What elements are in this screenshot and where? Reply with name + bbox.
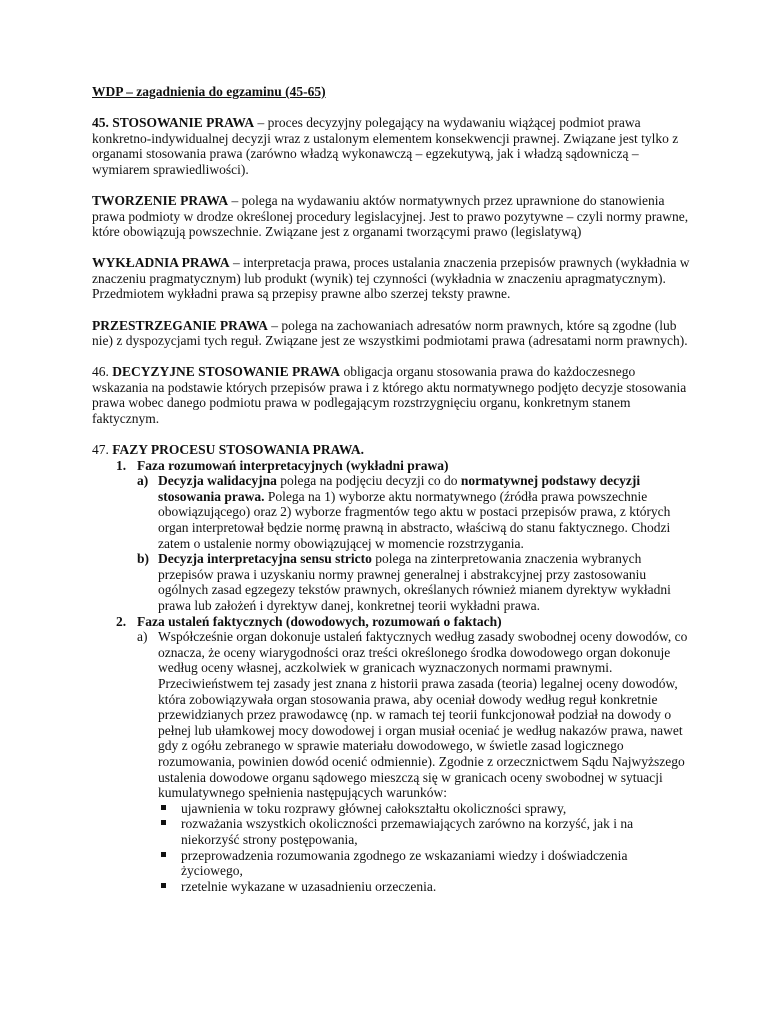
phase-2-a-text: Współcześnie organ dokonuje ustaleń faktycznych według zasady swobodnej oceny dowodów, co oznacza, że oceny wiarygodności oraz treści określonego środka dowodowego organ dokonuje według oceny własnej, aczkolwiek w granicach wyznaczonych normami prawnymi. Przeciwieństwem tej zasady jest znana z historii prawa zasada (teoria) legalnej oceny dowodów, która zobowiązywała organ stosowania prawa, aby oceniał dowody według reguł konkretnie przewidzianych przez prawodawcę (np. w ramach tej teorii funkcjonował podział na dowody o pełnej lub ułamkowej mocy dowodowej i organ musiał oceniać je według nakazów prawa, nawet gdy z ogółu zebranego w sprawie materiału dowodowego, w świetle zasad logicznego rozumowania, powinien dowód ocenić odmiennie). Zgodnie z orzecznictwem Sądu Najwyższego ustalenia dowodowe organu sądowego mieszczą się w granicach oceny swobodnej w sytuacji kumulatywnego spełnienia następujących warunków: (158, 629, 688, 801)
phase-1-a-text-1: polega na podjęciu decyzji co do (276, 473, 461, 489)
section-47-heading (92, 442, 692, 458)
wykladnia-term: WYKŁADNIA PRAWA (92, 255, 230, 271)
section-wykladnia (92, 255, 692, 302)
bullet-item (92, 879, 692, 895)
phase-1-b-text: polega na zinterpretowania znaczenia wybranych przepisów prawa i uzyskaniu normy prawnej generalnej i abstrakcyjnej przy zastosowaniu ogólnych zasad egzegezy tekstów prawnych, określanych również mianem dyrektyw wykładni prawa lub założeń i dyrektyw danej, konkretnej teorii wykładni prawa. (158, 551, 671, 614)
bullet-item (92, 816, 692, 847)
section-45-term: 45. STOSOWANIE PRAWA (92, 115, 255, 131)
tworzenie-text: – polega na wydawaniu aktów normatywnych przez uprawnione do stanowienia prawa podmioty w drodze określonej procedury legislacyjnej. Jest to prawo pozytywne – czyli normy prawne, które obowiązują powszechnie. Związane jest z organami tworzącymi prawo (legislatywą) (92, 192, 689, 240)
bullet-marker (161, 852, 166, 857)
section-46-number: 46. (92, 364, 113, 380)
phase-2-title: Faza ustaleń faktycznych (dowodowych, rozumowań o faktach) (137, 613, 502, 629)
wykladnia-text: – interpretacja prawa, proces ustalania znaczenia przepisów prawnych (wykładnia w znaczeniu pragmatycznym) lub produkt (wynik) tej czynności (wykładnia w znaczeniu apragmatycznym). Przedmiotem wykładni prawa są przepisy prawne albo szerzej teksty prawne. (92, 255, 690, 302)
section-47-term: FAZY PROCESU STOSOWANIA PRAWA. (112, 442, 365, 458)
bullet-marker (161, 805, 166, 810)
section-45-text: – proces decyzyjny polegający na wydawaniu wiążącej podmiot prawa konkretno-indywidualnej decyzji wraz z ustalonym elementem konsekwencji prawnej. Związane jest tylko z organami stosowania prawa (zarówno władzą wykonawczą – egzekutywą, jak i władzą sądowniczą – wymiarem sprawiedliwości). (92, 115, 679, 177)
przestrzeganie-term: PRZESTRZEGANIE PRAWA (92, 317, 268, 333)
bullet-text: przeprowadzenia rozumowania zgodnego ze wskazaniami wiedzy i doświadczenia życiowego, (181, 847, 628, 879)
section-46 (92, 364, 692, 426)
phase-2-number: 2. (116, 613, 127, 629)
phase-2-a-letter: a) (137, 629, 148, 645)
bullet-text: rzetelnie wykazane w uzasadnieniu orzeczenia. (181, 878, 437, 894)
bullet-text: rozważania wszystkich okoliczności przemawiających zarówno na korzyść, jak i na niekorzyść strony postępowania, (181, 816, 634, 847)
section-tworzenie (92, 193, 692, 240)
phase-2-item-a (92, 629, 692, 801)
przestrzeganie-text: – polega na zachowaniach adresatów norm prawnych, które są zgodne (lub nie) z dyspozycjami tych reguł. Związane jest ze wszystkimi podmiotami prawa (adresatami norm prawnych). (92, 317, 688, 349)
document-page (92, 84, 692, 894)
section-45 (92, 115, 692, 177)
tworzenie-term: TWORZENIE PRAWA (92, 192, 229, 208)
bullet-marker (161, 883, 166, 888)
bullet-item (92, 848, 692, 879)
phase-1-title: Faza rozumowań interpretacyjnych (wykładni prawa) (137, 457, 449, 473)
phase-1-a-bold: normatywnej podstawy decyzji stosowania prawa. (158, 473, 641, 504)
phase-1-item-a (92, 473, 692, 551)
section-47-number: 47. (92, 442, 113, 458)
bullet-text: ujawnienia w toku rozprawy głównej całokształtu okoliczności sprawy, (181, 800, 567, 816)
section-46-term: DECYZYJNE STOSOWANIE PRAWA (112, 364, 341, 380)
phase-1-b-term: Decyzja interpretacyjna sensu stricto (158, 551, 372, 567)
bullet-item (92, 801, 692, 817)
phase-1-a-text-2: Polega na 1) wyborze aktu normatywnego (źródła prawa powszechnie obowiązującego) oraz 2) wyborze fragmentów tego aktu w postaci przepisów prawa, z których organ interpretował będzie normę prawną in abstracto, właściwą do stanu faktycznego. Chodzi zatem o ustalenie normy obowiązującej w momencie rozstrzygania. (158, 488, 671, 551)
phase-1-a-letter: a) (137, 473, 149, 489)
phase-1 (92, 458, 692, 474)
bullet-marker (161, 820, 166, 825)
document-title: WDP – zagadnienia do egzaminu (45-65) (92, 84, 326, 99)
section-przestrzeganie (92, 318, 692, 349)
phase-1-number: 1. (116, 457, 127, 473)
section-46-text: obligacja organu stosowania prawa do każdoczesnego wskazania na podstawie których przepisów prawa i z którego aktu normatywnego podjęto decyzje stosowania prawa wobec danego podmiotu prawa w podlegającym rozstrzygnięciu organu, konkretnym stanem faktycznym. (92, 364, 687, 426)
phase-1-a-term: Decyzja walidacyjna (158, 473, 277, 489)
phase-1-b-letter: b) (137, 551, 150, 567)
phase-1-item-b (92, 551, 692, 613)
phase-2 (92, 614, 692, 630)
